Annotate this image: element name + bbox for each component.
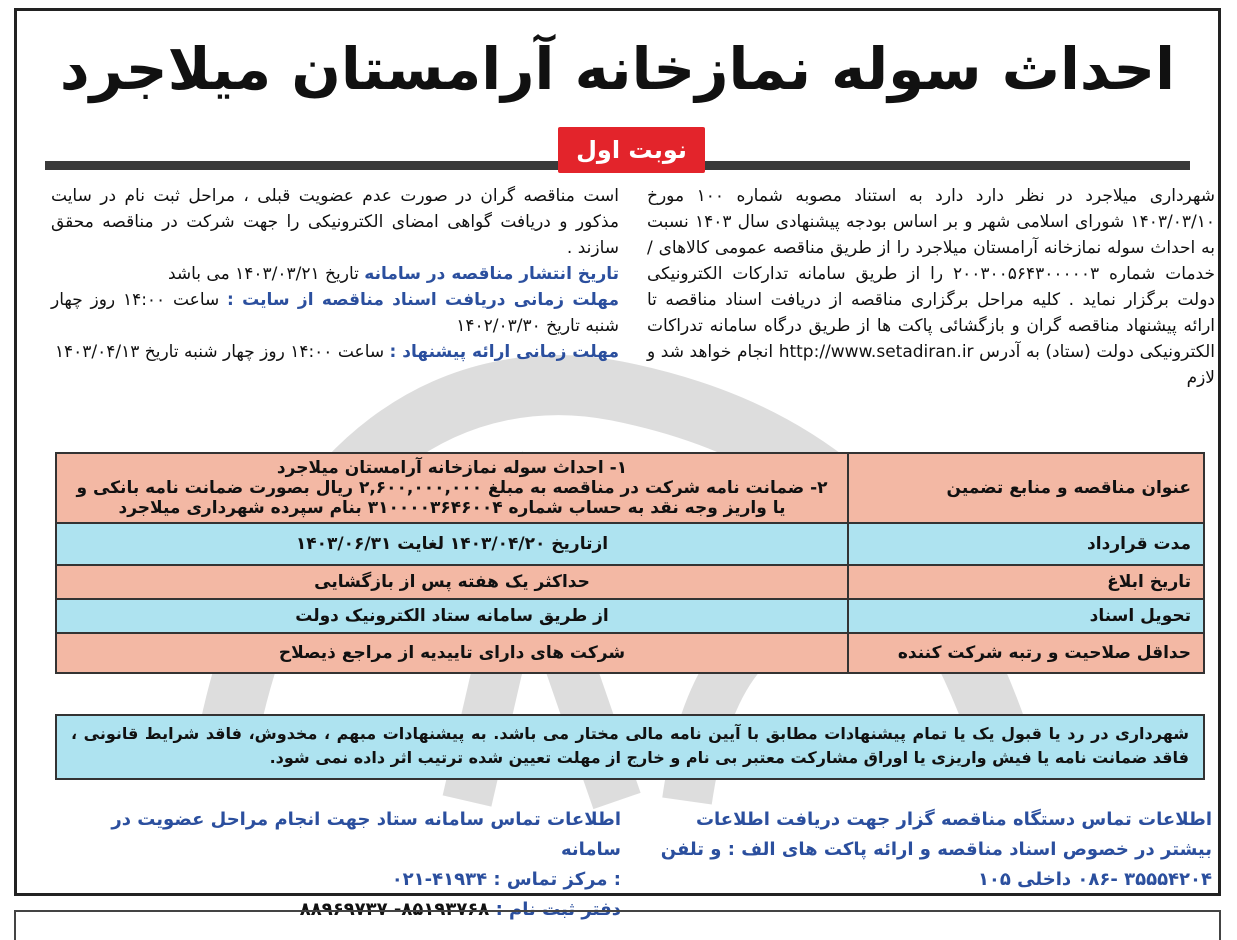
contact-line: بیشتر در خصوص اسناد مناقصه و ارائه پاکت های الف : و تلفن [660,839,1212,860]
tender-info-table [55,452,1205,674]
body-right-text: شهرداری میلاجرد در نظر دارد دارد به استناد مصوبه شماره ۱۰۰ مورخ ۱۴۰۳/۰۳/۱۰ شورای اسلامی شهر و بر اساس بودجه پیشنهادی سال ۱۴۰۳ نسبت به احداث سوله نمازخانه آرامستان میلاجرد را از طریق مناقصه عمومی کالاهای / خدمات شماره ۲۰۰۳۰۰۵۶۴۳۰۰۰۰۰۳ را از طریق سامانه تدارکات الکترونیکی دولت برگزار نماید . کلیه مراحل برگزاری مناقصه از دریافت اسناد مناقصه تا ارائه پیشنهاد مناقصه گران و بازگشائی پاکت ها از طریق درگاه سامانه تدراکات الکترونیکی دولت (ستاد) به آدرس http://www.setadiran.ir انجام خواهد شد و لازم [647,186,1216,388]
receive-deadline-value: ساعت ۱۴:۰۰ روز چهار شنبه تاریخ ۱۴۰۲/۰۳/۳۰ [51,290,619,336]
table-row [56,453,1204,523]
row-value [56,453,848,523]
publish-date-value: تاریخ ۱۴۰۳/۰۳/۲۱ می باشد [167,264,359,284]
contact-line: اطلاعات تماس دستگاه مناقصه گزار جهت دریافت اطلاعات [695,809,1212,830]
body-left-intro: است مناقصه گران در صورت عدم عضویت قبلی ، مراحل ثبت نام در سایت مذکور و دریافت گواهی امضای الکترونیکی را جهت شرکت در مناقصه محقق سازند . [51,186,619,258]
body-right-column [647,183,1215,391]
offer-deadline-line [51,339,619,365]
row-value-line: یا واریز وجه نقد به حساب شماره ۳۱۰۰۰۰۳۶۴۶۰۰۴ بنام سپرده شهرداری میلاجرد [118,498,786,518]
publish-date-label: تاریخ انتشار مناقصه در سامانه [364,264,619,284]
registration-office-label: دفتر ثبت نام : [495,899,621,920]
call-center-label: : مرکز تماس : [493,869,621,890]
table-row [56,633,1204,673]
row-label: عنوان مناقصه و منابع تضمین [848,453,1204,523]
contact-line: اطلاعات تماس سامانه ستاد جهت انجام مراحل عضویت در سامانه [111,809,621,860]
page-title: احداث سوله نمازخانه آرامستان میلاجرد [59,35,1176,103]
row-label: تحویل اسناد [848,599,1204,633]
row-value: ازتاریخ ۱۴۰۳/۰۴/۲۰ لغایت ۱۴۰۳/۰۶/۳۱ [56,523,848,565]
row-value-line: ۲- ضمانت نامه شرکت در مناقصه به مبلغ ۲,۶۰۰,۰۰۰,۰۰۰ ریال بصورت ضمانت نامه بانکی و [76,478,828,498]
round-badge: نوبت اول [558,127,705,173]
offer-deadline-value: ساعت ۱۴:۰۰ روز چهار شنبه تاریخ ۱۴۰۳/۰۴/۱۳ [54,342,385,362]
table-row [56,523,1204,565]
row-value-line: ۱- احداث سوله نمازخانه آرامستان میلاجرد [276,458,628,478]
row-label: مدت قرارداد [848,523,1204,565]
call-center-value: ۴۱۹۳۴-۰۲۱ [391,869,488,890]
offer-deadline-label: مهلت زمانی ارائه پیشنهاد : [389,342,619,362]
bottom-border [14,910,1221,940]
table-row [56,599,1204,633]
contact-setad [51,805,621,925]
row-value: شرکت های دارای تاییدیه از مراجع ذیصلاح [56,633,848,673]
conditions-note: شهرداری در رد یا قبول یک یا تمام پیشنهادات مطابق با آیین نامه مالی مختار می باشد. به پیشنهادات مبهم ، مخدوش، فاقد شرایط قانونی ، فاقد ضمانت نامه یا فیش واریزی یا اوراق مشارکت معتبر بی نام و خارج از مهلت تعیین شده ترتیب اثر داده نمی شود. [55,714,1205,780]
registration-office-value: ۸۵۱۹۳۷۶۸- ۸۸۹۶۹۷۳۷ [299,899,490,920]
body-left-column [51,183,619,365]
row-value: از طریق سامانه ستاد الکترونیک دولت [56,599,848,633]
receive-deadline-label: مهلت زمانی دریافت اسناد مناقصه از سایت : [227,290,620,310]
call-center-line [51,865,621,895]
table-row [56,565,1204,599]
contact-phone: ۳۵۵۵۴۲۰۴ -۰۸۶ داخلی ۱۰۵ [977,869,1212,890]
ad-frame [14,8,1221,920]
row-label: حداقل صلاحیت و رتبه شرکت کننده [848,633,1204,673]
publish-date-line [51,261,619,287]
contact-tender-org [642,805,1212,895]
receive-deadline-line [51,287,619,339]
row-value: حداکثر یک هفته پس از بازگشایی [56,565,848,599]
row-label: تاریخ ابلاغ [848,565,1204,599]
